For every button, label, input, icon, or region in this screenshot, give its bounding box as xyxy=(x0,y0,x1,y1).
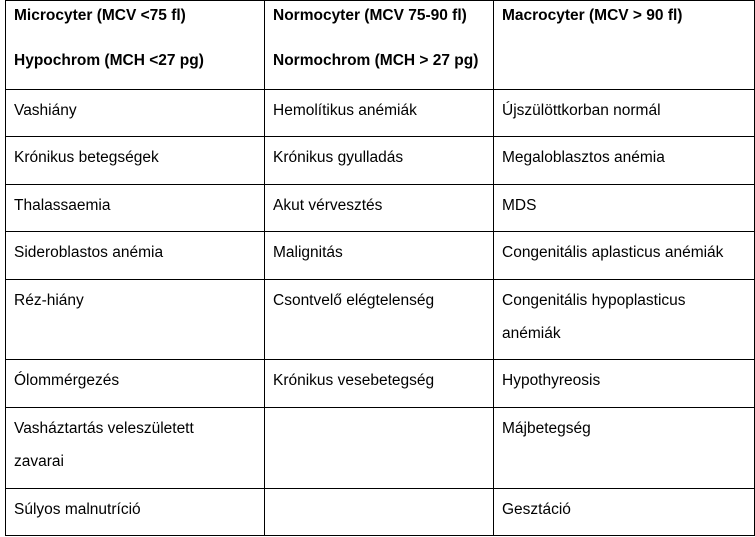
table-cell: Réz-hiány xyxy=(6,279,265,360)
table-cell: Újszülöttkorban normál xyxy=(494,89,755,136)
table-cell xyxy=(265,488,494,535)
table-cell: Sideroblastos anémia xyxy=(6,232,265,279)
table-header-row xyxy=(6,1,755,90)
table-cell: Krónikus vesebetegség xyxy=(265,360,494,407)
table-cell: Akut vérvesztés xyxy=(265,184,494,231)
header-cell-microcyter xyxy=(6,1,265,90)
header-microcyter-mcv: Microcyter (MCV <75 fl) xyxy=(14,7,186,24)
table-cell: Gesztáció xyxy=(494,488,755,535)
header-normocyter-mcv: Normocyter (MCV 75-90 fl) xyxy=(273,7,467,24)
table-cell: Májbetegség xyxy=(494,407,755,488)
table-cell: MDS xyxy=(494,184,755,231)
header-normochrom-mch: Normochrom (MCH > 27 pg) xyxy=(273,52,479,69)
table-cell: Hypothyreosis xyxy=(494,360,755,407)
table-row xyxy=(6,89,755,136)
table-row xyxy=(6,279,755,360)
cell-word: Congenitális xyxy=(502,291,588,309)
header-macrocyter-mcv: Macrocyter (MCV > 90 fl) xyxy=(502,7,683,24)
table-cell: Krónikus gyulladás xyxy=(265,137,494,184)
table-cell: Csontvelő elégtelenség xyxy=(265,279,494,360)
table-row xyxy=(6,184,755,231)
table-cell: Megaloblasztos anémia xyxy=(494,137,755,184)
cell-word: veleszületett xyxy=(107,419,194,437)
table-cell: Thalassaemia xyxy=(6,184,265,231)
table-cell-justified xyxy=(494,279,755,360)
table-cell xyxy=(265,407,494,488)
table-cell: Súlyos malnutríció xyxy=(6,488,265,535)
cell-word: anémiák xyxy=(502,324,561,342)
table-cell: Krónikus betegségek xyxy=(6,137,265,184)
justified-line xyxy=(14,412,256,445)
table-row xyxy=(6,360,755,407)
cell-word: hypoplasticus xyxy=(591,291,686,309)
table-cell: Congenitális aplasticus anémiák xyxy=(494,232,755,279)
header-cell-normocyter xyxy=(265,1,494,90)
table-cell: Vashiány xyxy=(6,89,265,136)
table-cell: Ólommérgezés xyxy=(6,360,265,407)
header-cell-macrocyter xyxy=(494,1,755,90)
table-cell-justified xyxy=(6,407,265,488)
anemia-classification-table xyxy=(5,0,755,536)
table-row xyxy=(6,232,755,279)
cell-word: Vasháztartás xyxy=(14,419,104,437)
table-row xyxy=(6,488,755,535)
table-row xyxy=(6,407,755,488)
table-cell: Hemolítikus anémiák xyxy=(265,89,494,136)
header-hypochrom-mch: Hypochrom (MCH <27 pg) xyxy=(14,52,204,69)
justified-line xyxy=(502,284,746,317)
table-row xyxy=(6,137,755,184)
cell-word: zavarai xyxy=(14,452,64,470)
table-cell: Malignitás xyxy=(265,232,494,279)
